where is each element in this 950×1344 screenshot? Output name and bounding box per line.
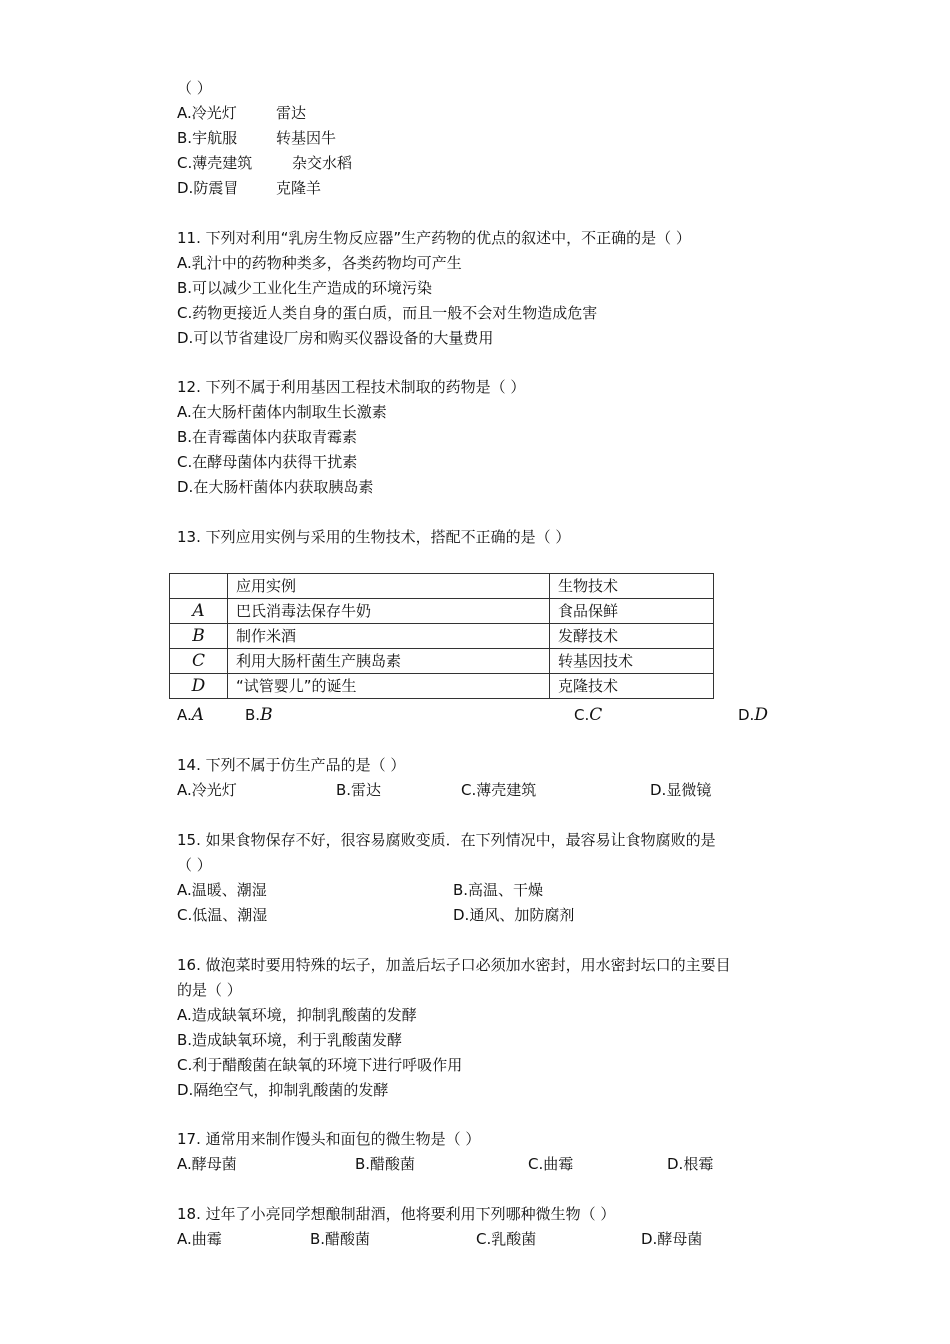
table-cell: 利用大肠杆菌生产胰岛素 — [228, 649, 550, 674]
q14-option-b: B.雷达 — [336, 781, 382, 799]
table-cell: 制作米酒 — [228, 624, 550, 649]
q11-option-b: B.可以减少工业化生产造成的环境污染 — [177, 279, 433, 297]
table-cell: 克隆技术 — [550, 674, 714, 699]
table-cell: 转基因技术 — [550, 649, 714, 674]
table-header-cell: 应用实例 — [228, 574, 550, 599]
q12-option-b: B.在青霉菌体内获取青霉素 — [177, 428, 358, 446]
q17-option-b: B.醋酸菌 — [355, 1155, 416, 1173]
table-cell: D — [170, 674, 228, 699]
q13-option-d: D.D — [738, 705, 768, 725]
table-row — [170, 649, 714, 674]
q18-option-d: D.酵母菌 — [641, 1230, 703, 1248]
q16-option-c: C.利于醋酸菌在缺氧的环境下进行呼吸作用 — [177, 1056, 463, 1074]
q16-option-d: D.隔绝空气，抑制乳酸菌的发酵 — [177, 1081, 389, 1099]
q15-stem: 15. 如果食物保存不好，很容易腐败变质．在下列情况中，最容易让食物腐败的是 — [177, 831, 716, 849]
q10-option-d: D.防震冒 — [177, 179, 239, 197]
table-cell: 发酵技术 — [550, 624, 714, 649]
q16-stem: 16. 做泡菜时要用特殊的坛子，加盖后坛子口必须加水密封，用水密封坛口的主要目 — [177, 956, 731, 974]
q14-option-d: D.显微镜 — [650, 781, 712, 799]
q10-option-b: B.宇航服 — [177, 129, 238, 147]
q15-option-c: C.低温、潮湿 — [177, 906, 268, 924]
q11-stem: 11. 下列对利用“乳房生物反应器”生产药物的优点的叙述中，不正确的是（ ） — [177, 229, 691, 247]
q15-option-b: B.高温、干燥 — [453, 881, 544, 899]
q12-stem: 12. 下列不属于利用基因工程技术制取的药物是（ ） — [177, 378, 526, 396]
q13-stem: 13. 下列应用实例与采用的生物技术，搭配不正确的是（ ） — [177, 528, 571, 546]
q11-option-a: A.乳汁中的药物种类多，各类药物均可产生 — [177, 254, 462, 272]
q15-option-a: A.温暖、潮湿 — [177, 881, 267, 899]
q17-option-d: D.根霉 — [667, 1155, 714, 1173]
table-row — [170, 674, 714, 699]
q15-option-d: D.通风、加防腐剂 — [453, 906, 575, 924]
q17-stem: 17. 通常用来制作馒头和面包的微生物是（ ） — [177, 1130, 481, 1148]
q10-option-c: C.薄壳建筑 — [177, 154, 253, 172]
q14-option-c: C.薄壳建筑 — [461, 781, 537, 799]
q10-option-c-right: 杂交水稻 — [292, 154, 353, 172]
table-cell: C — [170, 649, 228, 674]
q11-option-d: D.可以节省建设厂房和购买仪器设备的大量费用 — [177, 329, 494, 347]
q14-option-a: A.冷光灯 — [177, 781, 237, 799]
q12-option-a: A.在大肠杆菌体内制取生长激素 — [177, 403, 387, 421]
q13-option-b: B.B — [245, 705, 273, 725]
q17-option-a: A.酵母菌 — [177, 1155, 237, 1173]
q16-option-b: B.造成缺氧环境，利于乳酸菌发酵 — [177, 1031, 403, 1049]
table-header-cell — [170, 574, 228, 599]
table-cell: 食品保鲜 — [550, 599, 714, 624]
table-row — [170, 599, 714, 624]
table-cell: “试管婴儿”的诞生 — [228, 674, 550, 699]
q16-stem-tail: 的是（ ） — [177, 981, 242, 999]
q11-option-c: C.药物更接近人类自身的蛋白质，而且一般不会对生物造成危害 — [177, 304, 598, 322]
q18-option-c: C.乳酸菌 — [476, 1230, 537, 1248]
q15-stem-tail: （ ） — [177, 856, 212, 874]
q10-option-b-right: 转基因牛 — [276, 129, 337, 147]
table-cell: A — [170, 599, 228, 624]
q16-option-a: A.造成缺氧环境，抑制乳酸菌的发酵 — [177, 1006, 417, 1024]
q10-option-a: A.冷光灯 — [177, 104, 237, 122]
table-row — [170, 624, 714, 649]
table-header-cell: 生物技术 — [550, 574, 714, 599]
q10-option-d-right: 克隆羊 — [276, 179, 322, 197]
q17-option-c: C.曲霉 — [528, 1155, 574, 1173]
q13-table — [169, 573, 714, 699]
table-header-row — [170, 574, 714, 599]
q18-option-a: A.曲霉 — [177, 1230, 222, 1248]
q10-option-a-right: 雷达 — [276, 104, 307, 122]
q18-option-b: B.醋酸菌 — [310, 1230, 371, 1248]
table-cell: 巴氏消毒法保存牛奶 — [228, 599, 550, 624]
q18-stem: 18. 过年了小亮同学想酿制甜酒，他将要利用下列哪种微生物（ ） — [177, 1205, 616, 1223]
q12-option-d: D.在大肠杆菌体内获取胰岛素 — [177, 478, 374, 496]
q13-option-c: C.C — [574, 705, 603, 725]
table-cell: B — [170, 624, 228, 649]
q14-stem: 14. 下列不属于仿生产品的是（ ） — [177, 756, 406, 774]
q13-option-a: A.A — [177, 705, 205, 725]
q12-option-c: C.在酵母菌体内获得干扰素 — [177, 453, 358, 471]
q10-stem-tail: （ ） — [177, 79, 212, 97]
